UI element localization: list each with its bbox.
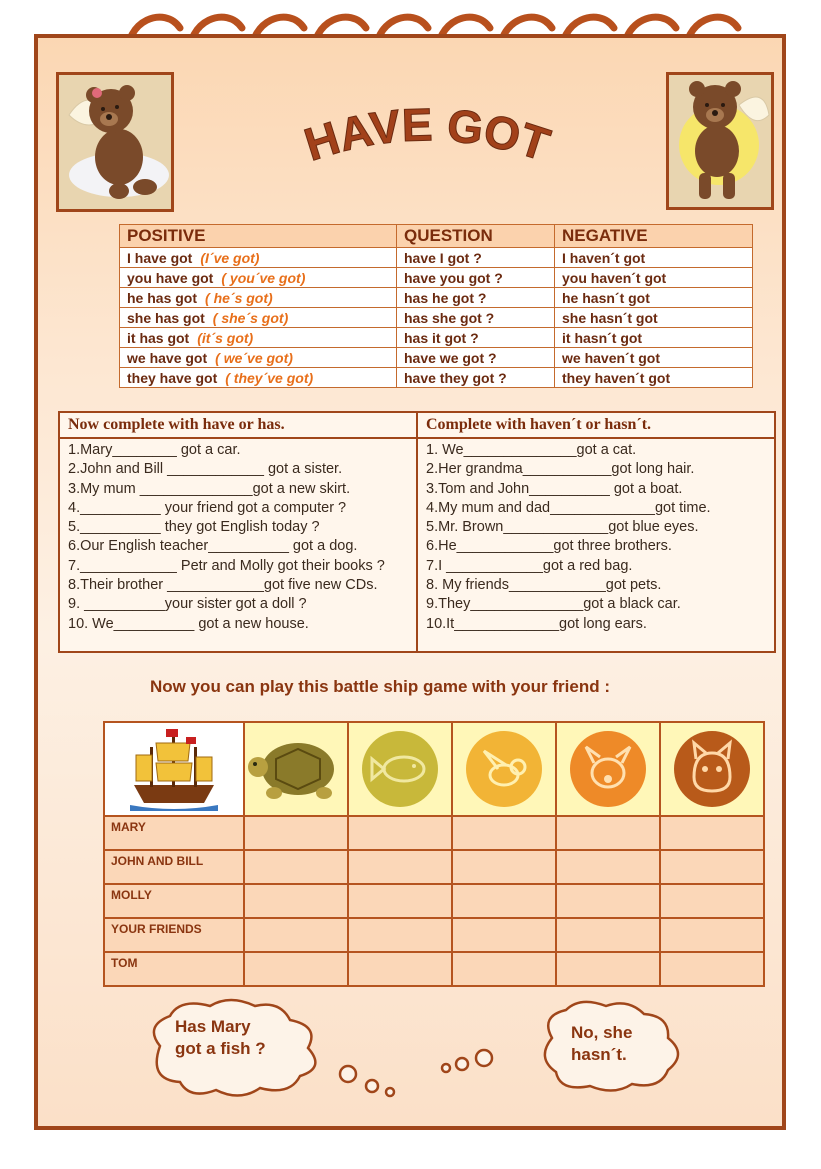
grid-cell[interactable]	[244, 850, 348, 884]
positive-cell: she has got ( she´s got)	[120, 308, 397, 328]
grid-cell[interactable]	[452, 850, 556, 884]
grid-cell[interactable]	[348, 918, 452, 952]
positive-cell: you have got ( you´ve got)	[120, 268, 397, 288]
row-label: MOLLY	[104, 884, 244, 918]
fish-icon	[360, 729, 440, 809]
header-question: QUESTION	[397, 225, 555, 248]
grammar-header-row	[120, 225, 753, 248]
exercise-item: 4.__________ your friend got a computer ?	[68, 499, 347, 516]
grid-cell[interactable]	[244, 952, 348, 986]
row-label: JOHN AND BILL	[104, 850, 244, 884]
answer-line: No, she	[571, 1023, 633, 1042]
positive-cell: I have got (I´ve got)	[120, 248, 397, 268]
exercise-item: 1. We______________got a cat.	[426, 442, 637, 458]
grammar-table	[119, 224, 753, 388]
question-cell: have they got ?	[397, 368, 555, 388]
cat-icon	[672, 729, 752, 809]
grid-cell[interactable]	[556, 952, 660, 986]
bird-icon	[464, 729, 544, 809]
question-cell: have you got ?	[397, 268, 555, 288]
grid-cell[interactable]	[452, 952, 556, 986]
ship-cell	[104, 722, 244, 816]
exercise-list	[418, 439, 774, 634]
grid-cell[interactable]	[660, 884, 764, 918]
grid-cell[interactable]	[660, 850, 764, 884]
grid-picture-row	[104, 722, 764, 816]
question-cell: have we got ?	[397, 348, 555, 368]
question-cell: have I got ?	[397, 248, 555, 268]
positive-cell: they have got ( they´ve got)	[120, 368, 397, 388]
exercise-item: 6.Our English teacher__________ got a dog.	[68, 538, 358, 555]
grid-row	[104, 850, 764, 884]
bear-angel-picture-left	[56, 72, 174, 212]
grid-cell[interactable]	[452, 918, 556, 952]
grid-cell[interactable]	[348, 850, 452, 884]
fish-cell	[348, 722, 452, 816]
grammar-row	[120, 248, 753, 268]
exercise-item: 1.Mary________ got a car.	[68, 442, 241, 458]
short-form: ( they´ve got)	[225, 369, 314, 386]
exercise-item: 3.My mum ______________got a new skirt.	[68, 480, 351, 497]
exercise-item: 10. We__________ got a new house.	[68, 615, 309, 632]
positive-cell: it has got (it´s got)	[120, 328, 397, 348]
negative-cell: I haven´t got	[555, 248, 753, 268]
grammar-row	[120, 288, 753, 308]
exercise-item: 8.Their brother ____________got five new CDs.	[68, 577, 378, 594]
row-label: YOUR FRIENDS	[104, 918, 244, 952]
grid-cell[interactable]	[660, 952, 764, 986]
negative-cell: you haven´t got	[555, 268, 753, 288]
exercise-item: 3.Tom and John__________ got a boat.	[426, 480, 683, 497]
grid-cell[interactable]	[556, 816, 660, 850]
exercise-item: 10.It_____________got long ears.	[426, 615, 647, 632]
grid-cell[interactable]	[244, 918, 348, 952]
short-form: ( we´ve got)	[215, 349, 293, 366]
positive-cell: he has got ( he´s got)	[120, 288, 397, 308]
negative-cell: she hasn´t got	[555, 308, 753, 328]
negative-cell: we haven´t got	[555, 348, 753, 368]
grammar-row	[120, 308, 753, 328]
exercise-item: 5.Mr. Brown_____________got blue eyes.	[426, 519, 699, 536]
turtle-cell	[244, 722, 348, 816]
exercise-item: 9. __________your sister got a doll ?	[68, 596, 307, 613]
grid-cell[interactable]	[452, 816, 556, 850]
grid-cell[interactable]	[348, 952, 452, 986]
bird-cell	[452, 722, 556, 816]
grid-cell[interactable]	[556, 884, 660, 918]
answer-bubble	[571, 1022, 632, 1066]
exercise-item: 4.My mum and dad_____________got time.	[426, 499, 711, 516]
grid-cell[interactable]	[348, 884, 452, 918]
dog-cell	[556, 722, 660, 816]
game-instructions: Now you can play this battle ship game with your friend :	[150, 677, 611, 696]
short-form: ( she´s got)	[212, 309, 289, 326]
grammar-row	[120, 268, 753, 288]
short-form: ( he´s got)	[205, 289, 273, 306]
grid-cell[interactable]	[556, 850, 660, 884]
grammar-row	[120, 368, 753, 388]
battleship-grid	[103, 721, 765, 987]
page-title	[262, 98, 592, 188]
grid-row	[104, 884, 764, 918]
dog-icon	[568, 729, 648, 809]
exercises-box	[58, 411, 776, 653]
row-label: TOM	[104, 952, 244, 986]
positive-cell: we have got ( we´ve got)	[120, 348, 397, 368]
question-bubble	[175, 1016, 266, 1060]
exercise-item: 7.____________ Petr and Molly got their books ?	[68, 557, 385, 574]
grid-cell[interactable]	[660, 816, 764, 850]
short-form: ( you´ve got)	[221, 269, 306, 286]
grid-cell[interactable]	[556, 918, 660, 952]
question-line: Has Mary	[175, 1017, 251, 1036]
question-cell: has it got ?	[397, 328, 555, 348]
exercise-item: 5.__________ they got English today ?	[68, 519, 320, 536]
exercise-havent-hasnt	[416, 413, 774, 651]
grid-row	[104, 952, 764, 986]
svg-text:HAVE GOT: HAVE GOT	[298, 98, 556, 171]
exercise-heading: Now complete with have or has.	[60, 413, 416, 439]
exercise-heading: Complete with haven´t or hasn´t.	[418, 413, 774, 439]
negative-cell: they haven´t got	[555, 368, 753, 388]
exercise-item: 6.He____________got three brothers.	[426, 538, 672, 555]
question-line: got a fish ?	[175, 1039, 266, 1058]
grid-cell[interactable]	[348, 816, 452, 850]
bear-angel-picture-right	[666, 72, 774, 210]
short-form: (it´s got)	[197, 329, 254, 346]
negative-cell: he hasn´t got	[555, 288, 753, 308]
exercise-item: 9.They______________got a black car.	[426, 596, 681, 613]
grid-cell[interactable]	[452, 884, 556, 918]
question-cell: has he got ?	[397, 288, 555, 308]
short-form: (I´ve got)	[200, 249, 260, 266]
grid-cell[interactable]	[660, 918, 764, 952]
exercise-list	[60, 439, 416, 634]
answer-line: hasn´t.	[571, 1045, 627, 1064]
grid-cell[interactable]	[244, 816, 348, 850]
grid-cell[interactable]	[244, 884, 348, 918]
grid-row	[104, 816, 764, 850]
grammar-row	[120, 328, 753, 348]
exercise-item: 7.I ____________got a red bag.	[426, 557, 633, 574]
header-negative: NEGATIVE	[555, 225, 753, 248]
grammar-row	[120, 348, 753, 368]
exercise-have-has	[60, 413, 416, 651]
grid-row	[104, 918, 764, 952]
row-label: MARY	[104, 816, 244, 850]
exercise-item: 2.Her grandma___________got long hair.	[426, 461, 695, 478]
ship-icon	[126, 725, 222, 813]
header-positive: POSITIVE	[120, 225, 397, 248]
exercise-item: 2.John and Bill ____________ got a sister.	[68, 461, 343, 478]
cat-cell	[660, 722, 764, 816]
question-cell: has she got ?	[397, 308, 555, 328]
exercise-item: 8. My friends____________got pets.	[426, 577, 662, 594]
turtle-icon	[246, 729, 346, 809]
negative-cell: it hasn´t got	[555, 328, 753, 348]
